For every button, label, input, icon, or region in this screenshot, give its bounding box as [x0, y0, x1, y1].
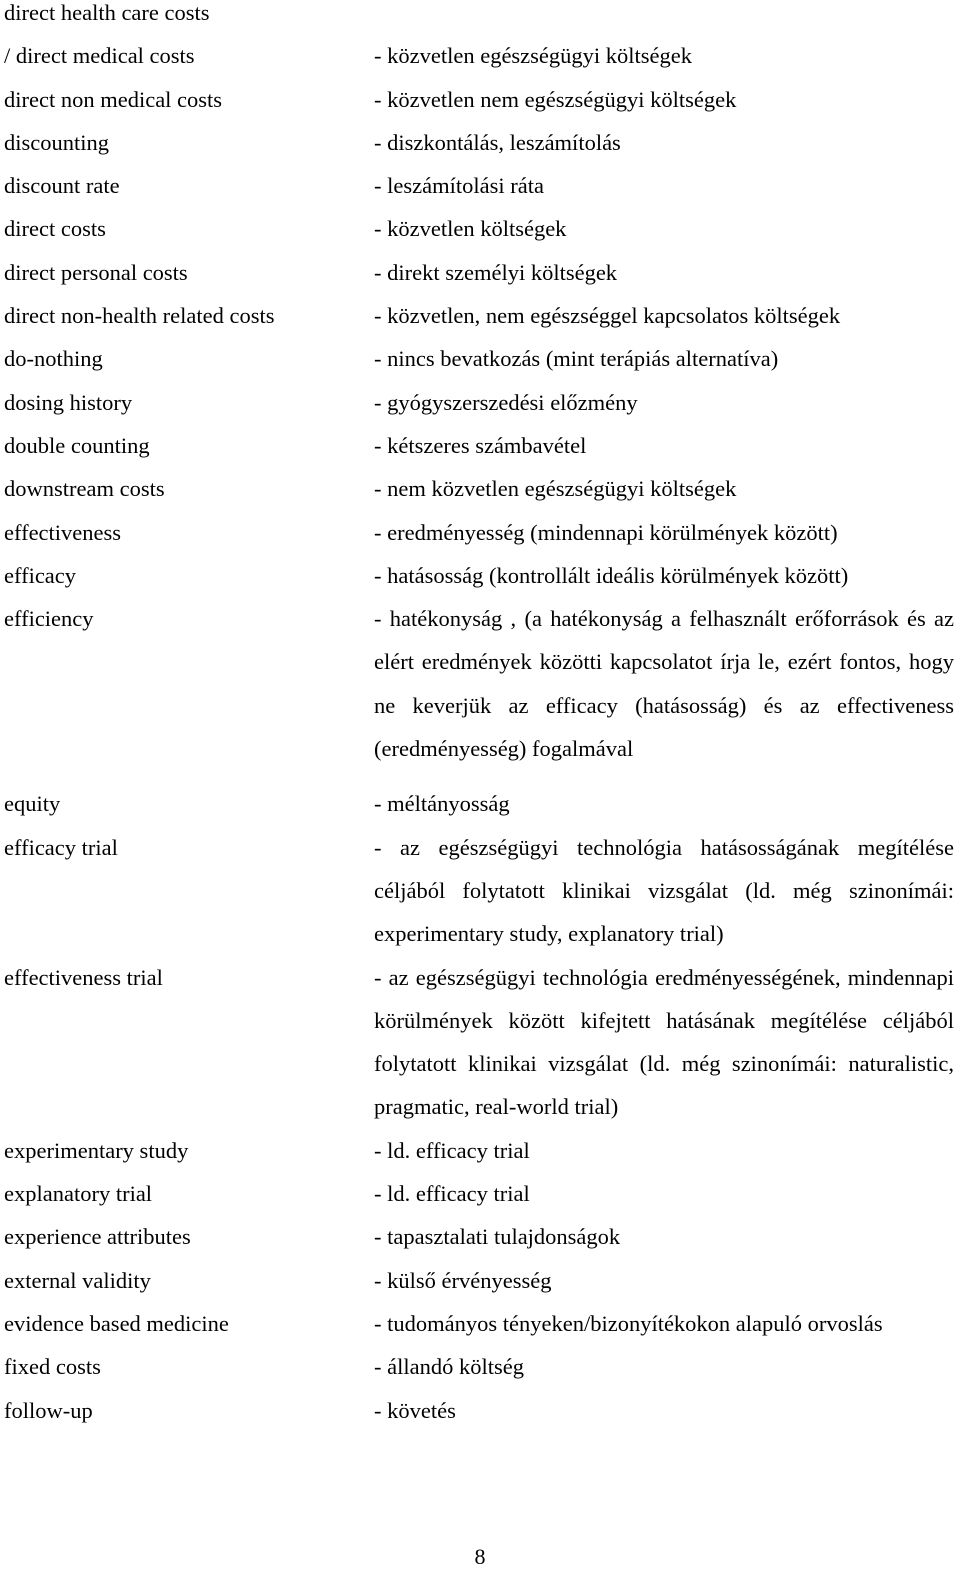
glossary-definition: - közvetlen, nem egészséggel kapcsolatos költségek: [374, 303, 841, 329]
glossary-list: [4, 0, 954, 1432]
glossary-definition: - közvetlen költségek: [374, 216, 567, 242]
glossary-entry: [4, 956, 954, 1129]
glossary-entry: [4, 424, 954, 467]
glossary-term: efficiency: [4, 606, 94, 632]
glossary-entry: [4, 511, 954, 554]
glossary-definition: - nincs bevatkozás (mint terápiás alternatíva): [374, 346, 779, 372]
glossary-term: / direct medical costs: [4, 43, 195, 69]
glossary-entry: [4, 78, 954, 121]
glossary-term: effectiveness: [4, 519, 122, 545]
glossary-definition: - gyógyszerszedési előzmény: [374, 389, 638, 415]
glossary-term: effectiveness trial: [4, 964, 163, 990]
glossary-term: follow-up: [4, 1397, 93, 1423]
glossary-term: downstream costs: [4, 476, 165, 502]
glossary-term: do-nothing: [4, 346, 103, 372]
glossary-entry: [4, 467, 954, 510]
glossary-term: direct non medical costs: [4, 86, 223, 112]
glossary-definition: - hatásosság (kontrollált ideális körülmények között): [374, 562, 849, 588]
glossary-term: direct health care costs: [4, 0, 210, 25]
glossary-definition: - az egészségügyi technológia hatásosságának megítélése céljából folytatott klinikai vizsgálat (ld. még szinonímái: experimentary study, explanatory trial): [374, 834, 954, 947]
glossary-term: direct non-health related costs: [4, 303, 275, 329]
glossary-term: dosing history: [4, 389, 133, 415]
glossary-definition: - tapasztalati tulajdonságok: [374, 1224, 621, 1250]
glossary-term: discounting: [4, 129, 109, 155]
glossary-entry: [4, 1172, 954, 1215]
glossary-term: discount rate: [4, 173, 120, 199]
glossary-entry: [4, 1259, 954, 1302]
glossary-term: direct personal costs: [4, 259, 188, 285]
glossary-definition: - követés: [374, 1397, 456, 1423]
glossary-term: efficacy trial: [4, 834, 118, 860]
glossary-entry: [4, 826, 954, 956]
glossary-definition: - állandó költség: [374, 1354, 524, 1380]
glossary-entry: [4, 782, 954, 825]
glossary-entry: [4, 337, 954, 380]
glossary-entry: [4, 554, 954, 597]
glossary-entry: [4, 1215, 954, 1258]
glossary-entry: [4, 597, 954, 770]
glossary-term: direct costs: [4, 216, 106, 242]
glossary-definition: - kétszeres számbavétel: [374, 432, 587, 458]
glossary-entry: [4, 164, 954, 207]
glossary-definition: - az egészségügyi technológia eredményességének, mindennapi körülmények között kifejtett hatásának megítélése céljából folytatott klinikai vizsgálat (ld. még szinonímái: naturalistic, pragmatic, real-world trial): [374, 964, 954, 1120]
glossary-entry: [4, 294, 954, 337]
glossary-definition: - diszkontálás, leszámítolás: [374, 129, 621, 155]
glossary-definition: - ld. efficacy trial: [374, 1181, 530, 1207]
glossary-entry: [4, 34, 954, 77]
glossary-definition: - hatékonyság , (a hatékonyság a felhasznált erőforrások és az elért eredmények közötti kapcsolatot írja le, ezért fontos, hogy ne keverjük az efficacy (hatásosság) és az effectiveness (eredményesség) fogalmával: [374, 606, 954, 762]
glossary-entry: [4, 1302, 954, 1345]
glossary-entry: [4, 121, 954, 164]
glossary-definition: - ld. efficacy trial: [374, 1137, 530, 1163]
glossary-term: evidence based medicine: [4, 1310, 229, 1336]
glossary-entry: [4, 1345, 954, 1388]
glossary-entry: [4, 207, 954, 250]
glossary-term: equity: [4, 791, 61, 817]
glossary-definition: - közvetlen nem egészségügyi költségek: [374, 86, 737, 112]
glossary-definition: - külső érvényesség: [374, 1267, 552, 1293]
glossary-definition: - tudományos tényeken/bizonyítékokon alapuló orvoslás: [374, 1310, 883, 1336]
glossary-entry: [4, 1129, 954, 1172]
glossary-term: double counting: [4, 432, 150, 458]
glossary-definition: - nem közvetlen egészségügyi költségek: [374, 476, 737, 502]
page-number: 8: [474, 1544, 486, 1569]
glossary-entry: [4, 1389, 954, 1432]
glossary-term: experimentary study: [4, 1137, 189, 1163]
glossary-entry: [4, 0, 954, 34]
glossary-entry: [4, 381, 954, 424]
glossary-term: explanatory trial: [4, 1181, 153, 1207]
glossary-definition: - leszámítolási ráta: [374, 173, 544, 199]
glossary-definition: - eredményesség (mindennapi körülmények között): [374, 519, 838, 545]
glossary-term: experience attributes: [4, 1224, 191, 1250]
glossary-term: external validity: [4, 1267, 151, 1293]
glossary-definition: - direkt személyi költségek: [374, 259, 618, 285]
glossary-term: efficacy: [4, 562, 77, 588]
glossary-definition: - méltányosság: [374, 791, 510, 817]
glossary-term: fixed costs: [4, 1354, 101, 1380]
glossary-entry: [4, 251, 954, 294]
glossary-definition: - közvetlen egészségügyi költségek: [374, 43, 693, 69]
